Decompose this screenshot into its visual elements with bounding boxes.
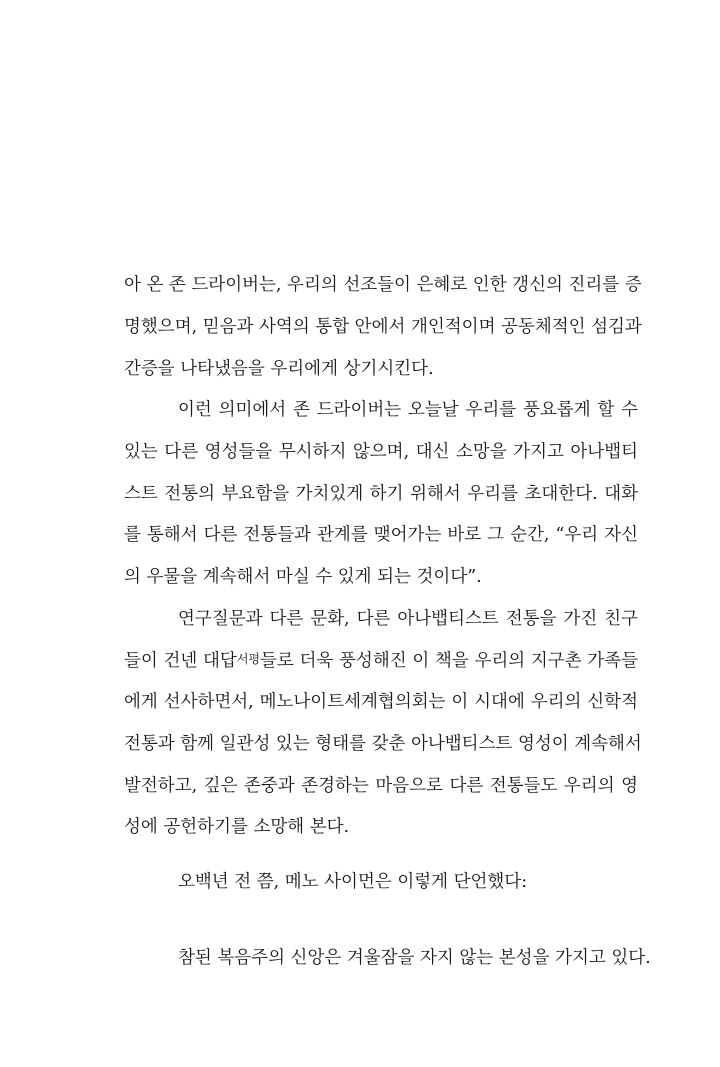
text-line: 발전하고, 깊은 존중과 존경하는 마음으로 다른 전통들도 우리의 영 <box>124 776 638 796</box>
text-line <box>124 649 638 674</box>
text-segment: 들로 더욱 풍성해진 이 책을 우리의 지구촌 가족들 <box>260 651 638 671</box>
text-line: 아 온 존 드라이버는, 우리의 선조들이 은혜로 인한 갱신의 진리를 증 <box>124 275 642 295</box>
text-line: 간증을 나타냈음을 우리에게 상기시킨다. <box>124 359 434 379</box>
text-line: 연구질문과 다른 문화, 다른 아나뱁티스트 전통을 가진 친구 <box>178 609 638 629</box>
small-annotation: 서평 <box>236 652 261 666</box>
text-line: 성에 공헌하기를 소망해 본다. <box>124 817 350 837</box>
text-line: 있는 다른 영성들을 무시하지 않으며, 대신 소망을 가지고 아나뱁티 <box>124 442 638 462</box>
text-line: 이런 의미에서 존 드라이버는 오늘날 우리를 풍요롭게 할 수 <box>178 400 638 420</box>
quote-line: 참된 복음주의 신앙은 겨울잠을 자지 않는 본성을 가지고 있다. <box>178 948 651 968</box>
text-line: 명했으며, 믿음과 사역의 통합 안에서 개인적이며 공동체적인 섬김과 <box>124 317 642 337</box>
text-line: 에게 선사하면서, 메노나이트세계협의회는 이 시대에 우리의 신학적 <box>124 692 638 712</box>
text-line: 전통과 함께 일관성 있는 형태를 갖춘 아나뱁티스트 영성이 계속해서 <box>124 734 642 754</box>
text-line: 를 통해서 다른 전통들과 관계를 맺어가는 바로 그 순간, “우리 자신 <box>124 525 638 545</box>
text-line: 오백년 전 쯤, 메노 사이먼은 이렇게 단언했다: <box>178 872 528 892</box>
text-line: 스트 전통의 부요함을 가치있게 하기 위해서 우리를 초대한다. 대화 <box>124 484 638 504</box>
text-line: 의 우물을 계속해서 마실 수 있게 되는 것이다”. <box>124 567 482 587</box>
text-segment: 들이 건넨 대답 <box>124 651 237 671</box>
